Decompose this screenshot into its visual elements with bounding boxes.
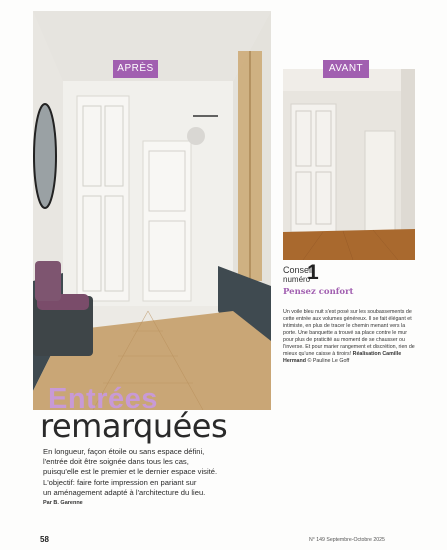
tip-number: 1 — [307, 261, 319, 284]
headline-line-2: remarquées — [40, 407, 228, 445]
headline-line-1: Entrées — [48, 383, 158, 415]
tip-kicker-numero: numéro — [283, 275, 311, 284]
byline: Par B. Garenne — [43, 500, 83, 506]
tip-body — [283, 309, 417, 365]
page-number: 58 — [40, 535, 49, 544]
tip-title: Pensez confort — [283, 287, 354, 297]
after-label: APRÈS — [113, 60, 158, 78]
before-label: AVANT — [323, 60, 369, 78]
tip-credit: Réalisation Camille Hermand — [283, 351, 402, 365]
issue-info: N° 149 Septembre-Octobre 2025 — [309, 537, 385, 543]
lede-paragraph: En longueur, façon étoile ou sans espace défini, l'entrée doit être soignée dans tous les cas, puisqu'elle est le premier et le dernier espace visité. L'objectif: faire forte impression en pariant sur un aménagement adapté à l'architecture du lieu. — [43, 447, 218, 497]
before-photo — [283, 69, 415, 260]
tip-body-text: Un voile bleu nuit s'est posé sur les soubassements de cette entrée aux volumes généreux. Il se fait élégant et intimiste, en plus de tracer le chemin menant vers la porte. Une banquette a trouvé sa place contre le mur pour plus de praticité au moment de se chausser ou l'inverse. Et pour marier rangement et discrétion, rien de mieux qu'une caisse à tiroirs! — [283, 309, 415, 358]
tip-kicker: Conseil — [283, 265, 314, 275]
tip-photo-credit: © Pauline Le Goff — [307, 358, 350, 365]
